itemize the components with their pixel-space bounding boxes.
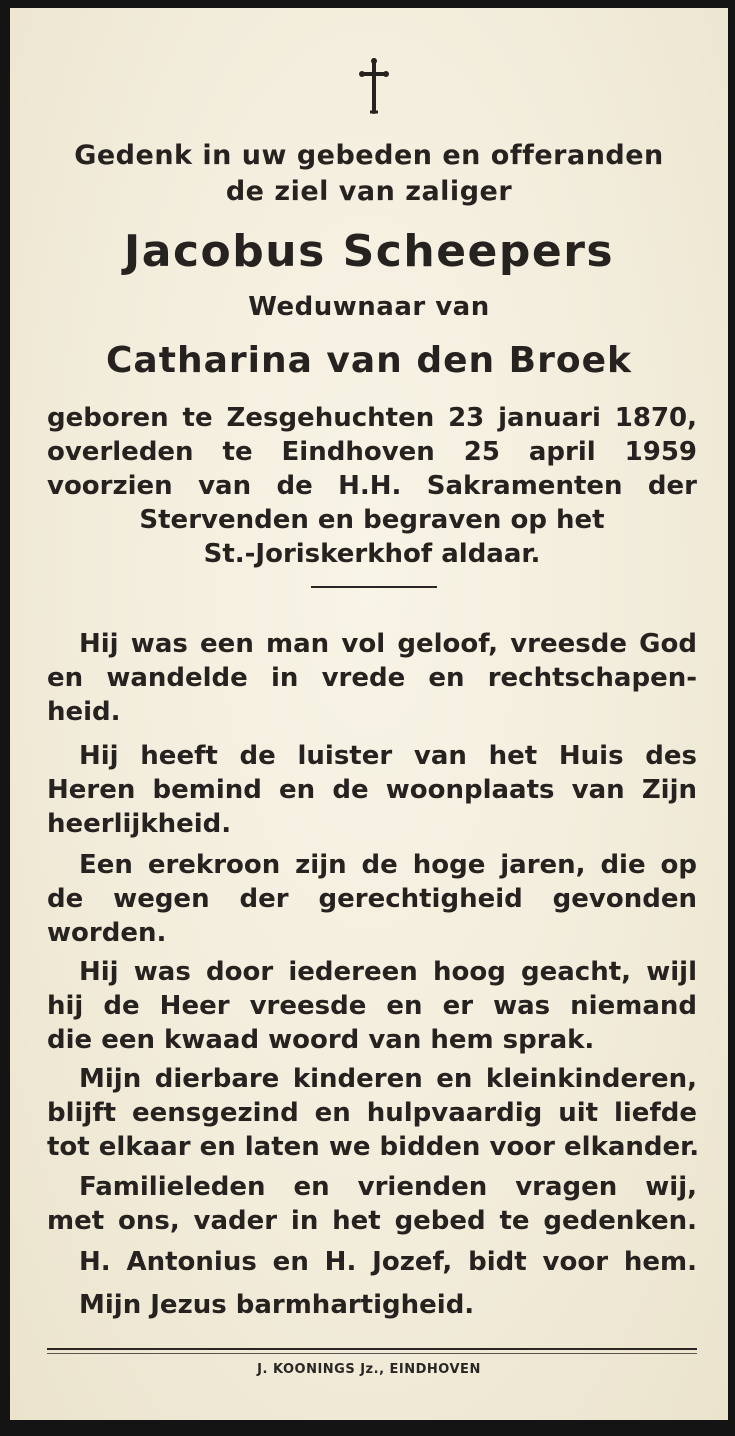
text-line: H. Antonius en H. Jozef, bidt voor hem.	[79, 1247, 697, 1277]
text-line: Mijn dierbare kinderen en kleinkinderen,	[79, 1064, 697, 1094]
bio-line-sacraments: voorzien van de H.H. Sakramenten der	[47, 471, 697, 501]
intro-line-1: Gedenk in uw gebeden en offeranden	[74, 140, 664, 171]
divider	[311, 586, 437, 588]
text-line: heid.	[47, 697, 121, 727]
text-line: die een kwaad woord van hem sprak.	[47, 1025, 595, 1055]
bottom-rule	[47, 1348, 697, 1350]
text-line: met ons, vader in het gebed te gedenken.	[47, 1206, 697, 1236]
memorial-card	[10, 8, 728, 1420]
text-line: de wegen der gerechtigheid gevonden	[47, 884, 697, 914]
spouse-name: Catharina van den Broek	[106, 340, 632, 381]
text-line: en wandelde in vrede en rechtschapen-	[47, 663, 697, 693]
cross-icon	[356, 56, 392, 116]
printer-imprint: J. KOONINGS Jz., EINDHOVEN	[257, 1362, 481, 1377]
text-line: blijft eensgezind en hulpvaardig uit liefde	[47, 1098, 697, 1128]
text-line: tot elkaar en laten we bidden voor elkander.	[47, 1132, 700, 1162]
text-line: hij de Heer vreesde en er was niemand	[47, 991, 697, 1021]
text-line: Familieleden en vrienden vragen wij,	[79, 1172, 697, 1202]
text-line: Heren bemind en de woonplaats van Zijn	[47, 775, 697, 805]
bio-line-death: overleden te Eindhoven 25 april 1959	[47, 437, 697, 467]
text-line: heerlijkheid.	[47, 809, 232, 839]
bio-line-burial: Stervenden en begraven op het	[139, 505, 605, 535]
text-line: Hij heeft de luister van het Huis des	[79, 741, 697, 771]
text-line: Mijn Jezus barmhartigheid.	[79, 1290, 475, 1320]
deceased-name: Jacobus Scheepers	[123, 226, 615, 277]
bio-line-birth: geboren te Zesgehuchten 23 januari 1870,	[47, 403, 697, 433]
bio-line-cemetery: St.-Joriskerkhof aldaar.	[203, 539, 541, 569]
widower-of-label: Weduwnaar van	[248, 292, 490, 322]
intro-line-2: de ziel van zaliger	[225, 176, 513, 207]
text-line: worden.	[47, 918, 167, 948]
text-line: Hij was door iedereen hoog geacht, wijl	[79, 957, 697, 987]
bottom-rule-thin	[47, 1353, 697, 1354]
text-line: Hij was een man vol geloof, vreesde God	[79, 629, 697, 659]
text-line: Een erekroon zijn de hoge jaren, die op	[79, 850, 697, 880]
